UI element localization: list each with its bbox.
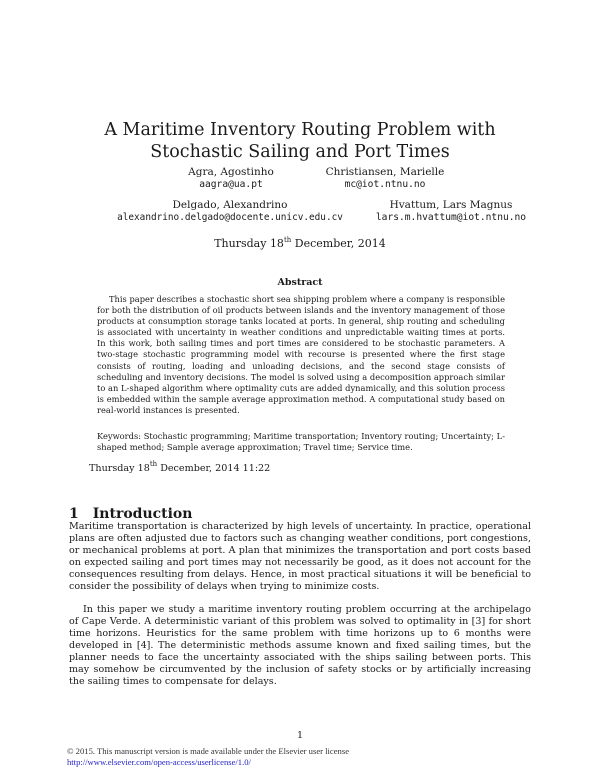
license-footer	[67, 746, 349, 767]
paper-title: A Maritime Inventory Routing Problem with Stochastic Sailing and Port Times	[104, 119, 496, 162]
author-block	[100, 199, 360, 224]
author-email: alexandrino.delgado@docente.unicv.edu.cv	[117, 212, 343, 223]
author-block	[356, 199, 546, 224]
author-email: lars.m.hvattum@iot.ntnu.no	[375, 212, 527, 223]
keywords: Keywords: Stochastic programming; Maritime transportation; Inventory routing; Uncertainty; L-shaped method; Sample average approximation; Travel time; Service time.	[97, 431, 505, 453]
author-email: mc@iot.ntnu.no	[344, 179, 426, 190]
author-block	[290, 166, 480, 191]
timestamp-suffix: December, 2014 11:22	[157, 463, 271, 474]
abstract-heading: Abstract	[277, 277, 323, 288]
body-paragraph: In this paper we study a maritime inventory routing problem occurring at the archipelago of Cape Verde. A deterministic variant of this problem was solved to optimality in [3] for short time horizons. Heuristics for the same problem with time horizons up to 6 months were developed in [4]. The deterministic methods assume known and fixed sailing times, but the planner needs to face the uncertainty associated with the ships sailing between ports. This may somehow be circumvented by the inclusion of safety stocks or by artificially increasing the sailing times to compensate for delays.	[69, 604, 531, 687]
section-number: 1	[69, 505, 79, 522]
timestamp	[89, 460, 271, 474]
abstract-text: This paper describes a stochastic short sea shipping problem where a company is responsible for both the distribution of oil products between islands and the inventory management of those products at consumption storage tanks located at ports. In general, ship routing and scheduling is associated with uncertainty in weather conditions and unpredictable waiting times at ports. In this work, both sailing times and port times are considered to be stochastic parameters. A two-stage stochastic programming model with recourse is presented where the first stage consists of routing, loading and unloading decisions, and the second stage consists of scheduling and inventory decisions. The model is solved using a decomposition approach similar to an L-shaped algorithm where optimality cuts are added dynamically, and this solution process is embedded within the sample average approximation method. A computational study based on real-world instances is presented.	[97, 294, 505, 415]
date-prefix: Thursday 18	[214, 237, 284, 250]
section-heading	[69, 506, 192, 522]
author-email: aagra@ua.pt	[199, 179, 263, 190]
license-text: © 2015. This manuscript version is made available under the Elsevier user license	[67, 746, 350, 756]
page-number: 1	[296, 730, 304, 741]
timestamp-ordinal: th	[149, 460, 158, 468]
paper-date	[150, 237, 450, 250]
date-ordinal: th	[283, 236, 292, 244]
author-name: Agra, Agostinho	[188, 166, 274, 178]
timestamp-prefix: Thursday 18	[89, 463, 150, 474]
author-name: Hvattum, Lars Magnus	[389, 199, 513, 211]
date-suffix: December, 2014	[291, 237, 386, 250]
section-title: Introduction	[92, 505, 193, 522]
body-paragraph: Maritime transportation is characterized by high levels of uncertainty. In practice, operational plans are often adjusted due to factors such as changing weather conditions, port congestions, or mechanical problems at port. A plan that minimizes the transportation and port costs based on expected sailing and port times may not necessarily be good, as it does not account for the consequences resulting from delays. Hence, in most practical situations it will be beneficial to consider the possibility of delays when trying to minimize costs.	[69, 521, 531, 592]
author-name: Delgado, Alexandrino	[172, 199, 288, 211]
author-name: Christiansen, Marielle	[325, 166, 445, 178]
license-link[interactable]: http://www.elsevier.com/open-access/userlicense/1.0/	[67, 756, 251, 767]
